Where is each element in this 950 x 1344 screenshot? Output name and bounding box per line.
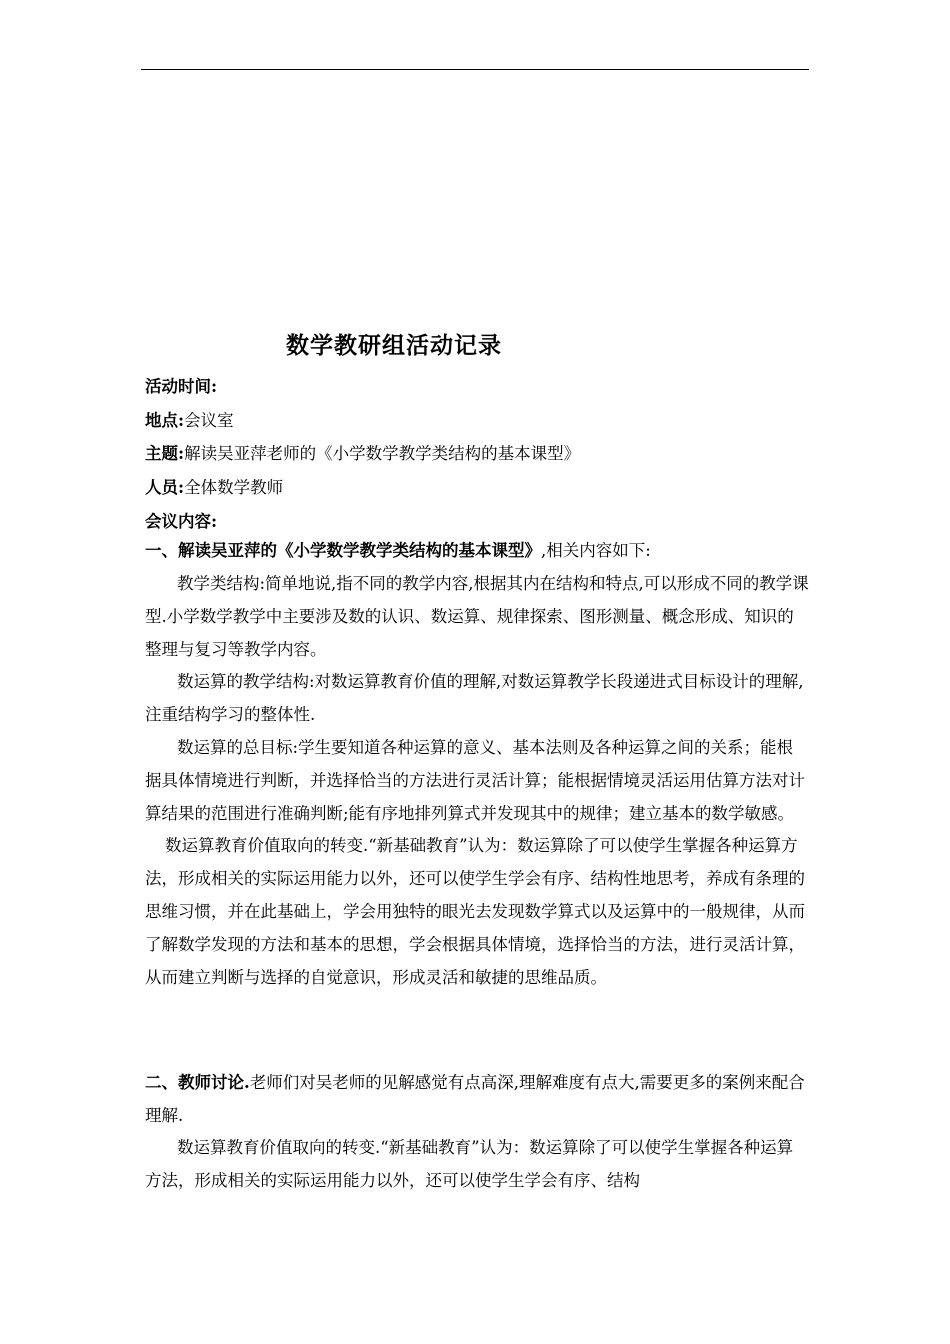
section1-paragraph: 数运算的教学结构:对数运算教育价值的理解,对数运算教学长段递进式目标设计的理解,注重结构学习的整体性.: [145, 672, 804, 725]
field-topic: [145, 440, 580, 464]
section1-body: [145, 568, 809, 994]
document-title: 数学教研组活动记录: [286, 332, 502, 359]
header-rule: [141, 69, 809, 70]
field-location: [145, 407, 234, 431]
section2-heading-tail: 老师们对吴老师的见解感觉有点高深,理解难度有点大,需要更多的案例来配合理解.: [145, 1073, 805, 1125]
field-location-label: 地点:: [145, 411, 185, 430]
section2-heading-bold: 二、教师讨论.: [145, 1073, 250, 1092]
field-topic-value: 解读吴亚萍老师的《小学数学教学类结构的基本课型》: [184, 444, 581, 463]
field-content: [145, 508, 217, 532]
section1-paragraph: 数运算教育价值取向的转变.“新基础教育”认为：数运算除了可以使学生掌握各种运算方法，形成相关的实际运用能力以外，还可以使学生学会有序、结构性地思考，养成有条理的思维习惯，并在此基础上，学会用独特的眼光去发现数学算式以及运算中的一般规律，从而了解数学发现的方法和基本的思想，学会根据具体情境，选择恰当的方法，进行灵活计算，从而建立判断与选择的自觉意识，形成灵活和敏捷的思维品质。: [145, 836, 805, 987]
section2-heading: [145, 1067, 809, 1133]
section1-heading-tail: ,相关内容如下:: [541, 541, 651, 560]
field-time-label: 活动时间:: [145, 377, 218, 396]
field-content-label: 会议内容:: [145, 512, 218, 531]
section1-paragraph: 教学类结构:简单地说,指不同的教学内容,根据其内在结构和特点,可以形成不同的教学课型.小学数学教学中主要涉及数的认识、数运算、规律探索、图形测量、概念形成、知识的整理与复习等教学内容。: [145, 574, 809, 659]
section2-paragraph: 数运算教育价值取向的转变.“新基础教育”认为：数运算除了可以使学生掌握各种运算方法，形成相关的实际运用能力以外，还可以使学生学会有序、结构: [145, 1138, 794, 1190]
field-people-label: 人员:: [145, 478, 185, 497]
section2-body: [145, 1132, 809, 1198]
field-topic-label: 主题:: [145, 444, 185, 463]
field-time: [145, 373, 217, 397]
field-people: [145, 474, 283, 498]
field-people-value: 全体数学教师: [184, 478, 284, 497]
section1-paragraph: 数运算的总目标:学生要知道各种运算的意义、基本法则及各种运算之间的关系；能根据具体情境进行判断，并选择恰当的方法进行灵活计算；能根据情境灵活运用估算方法对计算结果的范围进行准确判断;能有序地排列算式并发现其中的规律；建立基本的数学敏感。: [145, 737, 805, 823]
field-location-value: 会议室: [184, 411, 234, 430]
section1-heading-bold: 一、解读吴亚萍的《小学数学教学类结构的基本课型》: [145, 541, 541, 560]
section1-heading: [145, 535, 809, 568]
